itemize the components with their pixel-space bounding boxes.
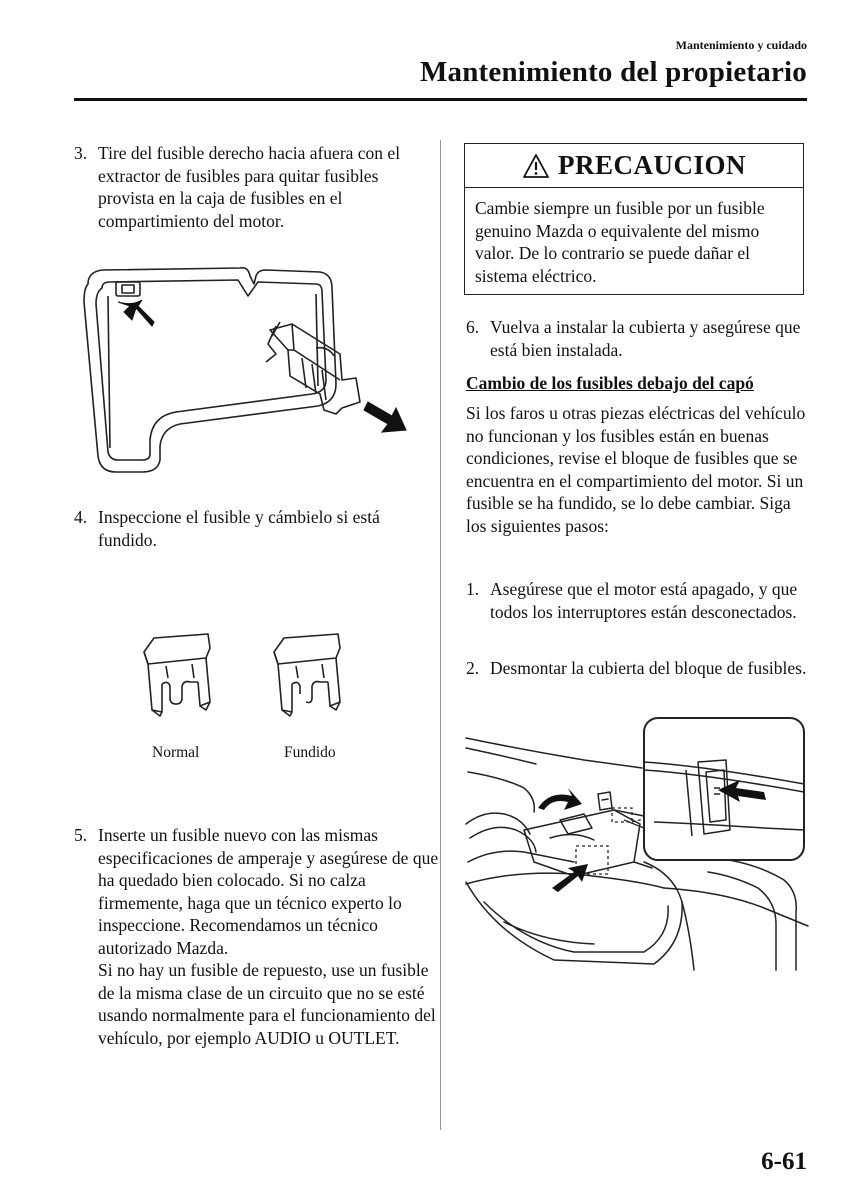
page-title: Mantenimiento del propietario	[419, 56, 807, 88]
step-number: 4.	[74, 507, 88, 527]
step-text: Vuelva a instalar la cubierta y asegúrese que está bien instalada.	[490, 317, 801, 360]
step-text: Inspeccione el fusible y cámbielo si está fundido.	[98, 507, 380, 550]
blown-fuse-label: Fundido	[284, 744, 336, 761]
section-subtitle: Mantenimiento y cuidado	[675, 38, 807, 52]
step-number: 3.	[74, 143, 88, 163]
normal-fuse-illustration	[140, 632, 216, 720]
step-number: 2.	[466, 658, 480, 678]
step-text: Asegúrese que el motor está apagado, y que todos los interruptores están desconectados.	[490, 579, 798, 622]
caution-text: Cambie siempre un fusible por un fusible genuino Mazda o equivalente del mismo valor. De lo contrario se puede dañar el sistema eléctrico.	[475, 198, 765, 286]
step-number: 6.	[466, 317, 480, 337]
caution-header	[465, 144, 803, 188]
detail-inset	[644, 718, 804, 860]
curved-arrow-icon	[538, 788, 582, 810]
step-text-continued: Si no hay un fusible de repuesto, use un fusible de la misma clase de un circuito que no se esté usando normalmente para el funcionamiento del vehículo, por ejemplo AUDIO u OUTLET.	[98, 960, 436, 1048]
arrow-up-right-icon	[552, 864, 588, 892]
intro-paragraph: Si los faros u otras piezas eléctricas del vehículo no funcionan y los fusibles están en buenas condiciones, revise el bloque de fusibles que se encuentra en el compartimiento del motor. Si un fusible se ha fundido, se lo debe cambiar. Siga los siguientes pasos:	[466, 403, 806, 536]
step-1	[466, 578, 835, 623]
step-number: 5.	[74, 825, 88, 845]
step-text: Tire del fusible derecho hacia afuera con el extractor de fusibles para quitar fusibles provista en la caja de fusibles en el compartimiento del motor.	[98, 143, 401, 231]
warning-triangle-icon	[522, 153, 550, 179]
fuse-box-illustration	[80, 262, 420, 492]
step-2	[466, 657, 835, 680]
step-6	[466, 316, 830, 361]
arrow-down-right-icon	[364, 402, 406, 432]
header-divider	[74, 98, 807, 101]
step-text: Desmontar la cubierta del bloque de fusibles.	[490, 658, 807, 678]
step-3	[74, 142, 438, 232]
arrow-up-left-icon	[118, 300, 154, 326]
page-number: 6-61	[761, 1148, 807, 1175]
engine-compartment-illustration	[464, 712, 809, 972]
section-heading: Cambio de los fusibles debajo del capó	[466, 373, 754, 393]
step-text: Inserte un fusible nuevo con las mismas especificaciones de amperaje y asegúrese de que ha quedado bien colocado. Si no calza firmemente, haga que un técnico experto lo inspeccione. Recomendamos un técnico autorizado Mazda.	[98, 825, 439, 958]
step-4	[74, 506, 438, 551]
caution-title: PRECAUCION	[557, 150, 746, 180]
blown-fuse-illustration	[270, 632, 346, 720]
step-number: 1.	[466, 579, 480, 599]
caution-box	[464, 143, 804, 295]
step-5	[74, 824, 443, 1049]
normal-fuse-label: Normal	[152, 744, 200, 761]
